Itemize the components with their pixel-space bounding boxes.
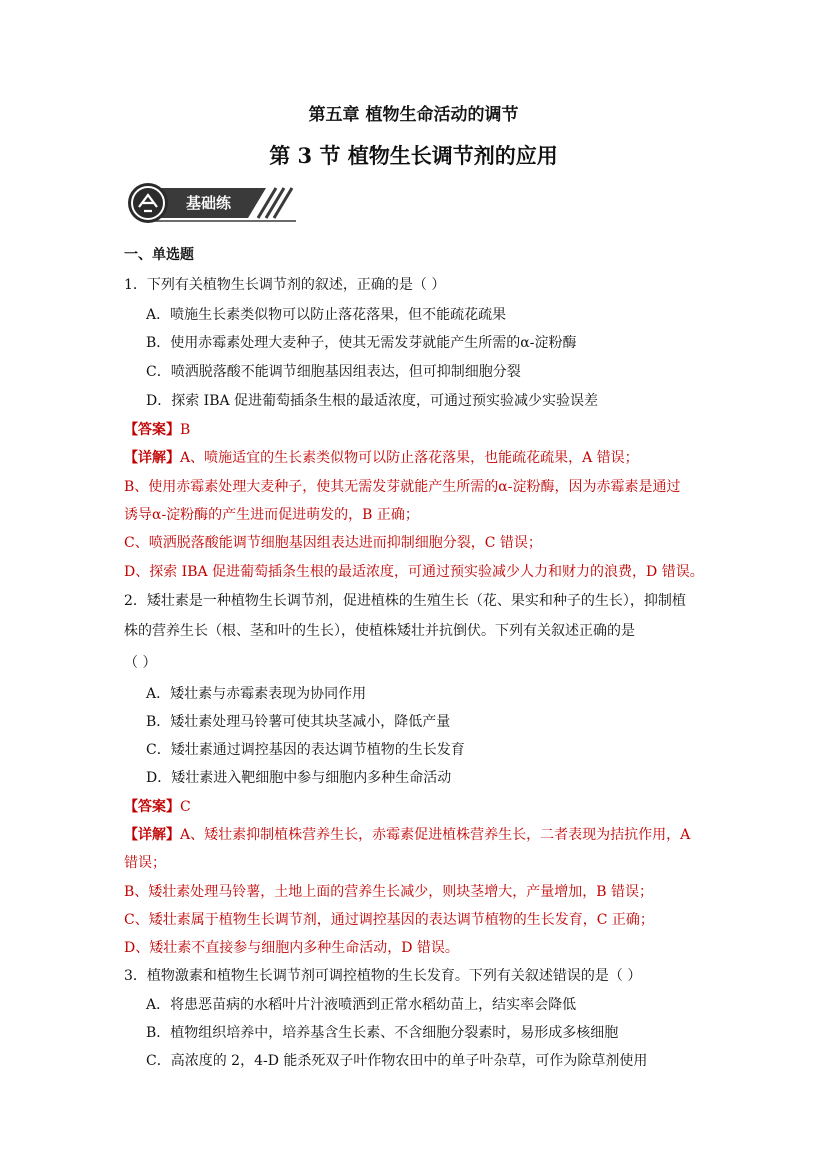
answer-tag: 【答案】	[124, 422, 180, 438]
section-title: 第 3 节 植物生长调节剂的应用	[269, 143, 558, 168]
question-1-stem: 1．下列有关植物生长调节剂的叙述，正确的是（ ）	[124, 277, 446, 293]
question-2-option-a: A．矮壮素与赤霉素表现为协同作用	[146, 686, 367, 702]
banner-label: 基础练	[186, 194, 232, 212]
question-1-option-c: C．喷洒脱落酸不能调节细胞基因组表达，但可抑制细胞分裂	[146, 364, 521, 380]
question-1-option-d: D．探索 IBA 促进葡萄插条生根的最适浓度，可通过预实验减少实验误差	[146, 393, 599, 409]
question-2-detail-line: B、矮壮素处理马铃薯，土地上面的营养生长减少，则块茎增大，产量增加，B 错误；	[124, 884, 654, 900]
section-heading: 一、单选题	[124, 247, 194, 263]
question-2-detail-line: 错误；	[124, 855, 166, 871]
question-2-option-d: D．矮壮素进入靶细胞中参与细胞内多种生命活动	[146, 770, 452, 786]
chapter-title: 第五章 植物生命活动的调节	[308, 105, 519, 125]
question-3-option-b: B．植物组织培养中，培养基含生长素、不含细胞分裂素时，易形成多核细胞	[146, 1025, 619, 1041]
question-2-detail-line: C、矮壮素属于植物生长调节剂，通过调控基因的表达调节植物的生长发育，C 正确；	[124, 912, 654, 928]
question-2-detail-line: D、矮壮素不直接参与细胞内多种生命活动，D 错误。	[124, 940, 459, 956]
question-2-answer	[124, 796, 191, 816]
answer-value: B	[180, 422, 191, 438]
question-3-option-c: C．高浓度的 2，4-D 能杀死双子叶作物农田中的单子叶杂草，可作为除草剂使用	[146, 1053, 648, 1069]
detail-text: A、喷施适宜的生长素类似物可以防止落花落果，也能疏花疏果，A 错误；	[180, 450, 639, 466]
question-1-option-b: B．使用赤霉素处理大麦种子，使其无需发芽就能产生所需的α-淀粉酶	[146, 335, 577, 351]
question-2-detail-line	[124, 824, 690, 844]
question-2-stem-line: 2．矮壮素是一种植物生长调节剂，促进植株的生殖生长（花、果实和种子的生长），抑制植	[124, 593, 686, 609]
question-1-detail-line: D、探索 IBA 促进葡萄插条生根的最适浓度，可通过预实验减少人力和财力的浪费，D 错误。	[124, 564, 704, 580]
answer-value: C	[180, 799, 191, 815]
detail-text: A、矮壮素抑制植株营养生长，赤霉素促进植株营养生长，二者表现为拮抗作用，A	[180, 827, 691, 843]
detail-tag: 【详解】	[124, 827, 180, 843]
question-2-stem-line: 株的营养生长（根、茎和叶的生长），使植株矮壮并抗倒伏。下列有关叙述正确的是	[124, 623, 635, 639]
question-1-detail-line: C、喷洒脱落酸能调节细胞基因组表达进而抑制细胞分裂，C 错误；	[124, 535, 542, 551]
question-1-detail-line: B、使用赤霉素处理大麦种子，使其无需发芽就能产生所需的α-淀粉酶，因为赤霉素是通过	[124, 479, 681, 495]
answer-tag: 【答案】	[124, 799, 180, 815]
question-2-option-b: B．矮壮素处理马铃薯可使其块茎减小，降低产量	[146, 714, 451, 730]
question-2-stem-line: （ ）	[124, 655, 157, 671]
question-3-option-a: A．将患恶苗病的水稻叶片汁液喷洒到正常水稻幼苗上，结实率会降低	[146, 997, 577, 1013]
question-1-answer	[124, 419, 190, 439]
question-1-detail-line	[124, 447, 639, 467]
question-1-detail-line: 诱导α-淀粉酶的产生进而促进萌发的，B 正确；	[124, 507, 419, 523]
question-2-option-c: C．矮壮素通过调控基因的表达调节植物的生长发育	[146, 742, 465, 758]
practice-banner	[126, 182, 298, 224]
detail-tag: 【详解】	[124, 450, 180, 466]
question-1-option-a: A．喷施生长素类似物可以防止落花落果，但不能疏花疏果	[146, 307, 507, 323]
question-3-stem: 3．植物激素和植物生长调节剂可调控植物的生长发育。下列有关叙述错误的是（ ）	[124, 968, 642, 984]
